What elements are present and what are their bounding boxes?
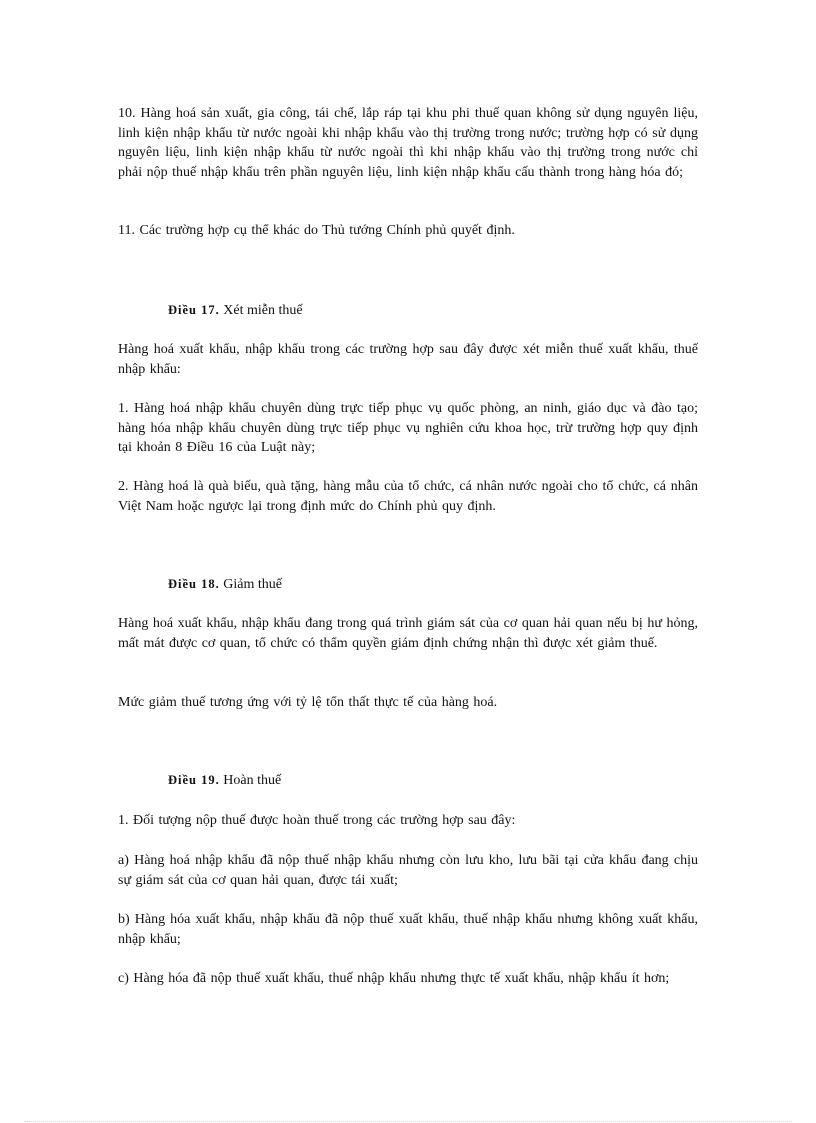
article-17-title: Xét miễn thuế (223, 303, 303, 318)
article-19-title: Hoàn thuế (223, 773, 282, 788)
article-18-title: Giảm thuế (223, 577, 282, 592)
article-18-heading (168, 575, 282, 594)
article-18-label: Điều 18. (168, 577, 220, 591)
article-19-item-c: c) Hàng hóa đã nộp thuế xuất khẩu, thuế nhập khẩu nhưng thực tế xuất khẩu, nhập khẩu ít hơn; (118, 971, 670, 986)
article-17-label: Điều 17. (168, 303, 220, 317)
article-17-item-1: 1. Hàng hoá nhập khẩu chuyên dùng trực tiếp phục vụ quốc phòng, an ninh, giáo dục và đào tạo; hàng hóa nhập khẩu chuyên dùng trực tiếp phục vụ nghiên cứu khoa học, trừ trường hợp quy định tại khoản 8 Điều 16 của Luật này; (118, 401, 698, 455)
article-19-item-b: b) Hàng hóa xuất khẩu, nhập khẩu đã nộp thuế xuất khẩu, thuế nhập khẩu nhưng không xuất khẩu, nhập khẩu; (118, 912, 698, 947)
paragraph-clause-11: 11. Các trường hợp cụ thể khác do Thủ tướng Chính phủ quyết định. (118, 223, 515, 238)
page-bottom-divider (24, 1121, 792, 1122)
article-17-item-2: 2. Hàng hoá là quà biếu, quà tặng, hàng mẫu của tổ chức, cá nhân nước ngoài cho tổ chức, cá nhân Việt Nam hoặc ngược lại trong định mức do Chính phủ quy định. (118, 479, 698, 514)
article-18-paragraph-1: Hàng hoá xuất khẩu, nhập khẩu đang trong quá trình giám sát của cơ quan hải quan nếu bị hư hỏng, mất mát được cơ quan, tổ chức có thẩm quyền giám định chứng nhận thì được xét giảm thuế. (118, 616, 698, 651)
article-19-item-1: 1. Đối tượng nộp thuế được hoàn thuế trong các trường hợp sau đây: (118, 813, 516, 828)
article-17-heading (168, 301, 303, 320)
article-19-label: Điều 19. (168, 773, 220, 787)
article-18-paragraph-2: Mức giảm thuế tương ứng với tỷ lệ tổn thất thực tế của hàng hoá. (118, 695, 498, 710)
article-19-heading (168, 771, 281, 790)
article-19-item-a: a) Hàng hoá nhập khẩu đã nộp thuế nhập khẩu nhưng còn lưu kho, lưu bãi tại cửa khẩu đang chịu sự giám sát của cơ quan hải quan, được tái xuất; (118, 853, 698, 888)
article-17-intro: Hàng hoá xuất khẩu, nhập khẩu trong các trường hợp sau đây được xét miễn thuế xuất khẩu, thuế nhập khẩu: (118, 342, 698, 377)
paragraph-clause-10: 10. Hàng hoá sản xuất, gia công, tái chế, lắp ráp tại khu phi thuế quan không sử dụng nguyên liệu, linh kiện nhập khẩu từ nước ngoài khi nhập khẩu vào thị trường trong nước; trường hợp có sử dụng nguyên liệu, linh kiện nhập khẩu từ nước ngoài thì khi nhập khẩu vào thị trường trong nước chỉ phải nộp thuế nhập khẩu trên phần nguyên liệu, linh kiện nhập khẩu cấu thành trong hàng hóa đó; (118, 106, 698, 180)
